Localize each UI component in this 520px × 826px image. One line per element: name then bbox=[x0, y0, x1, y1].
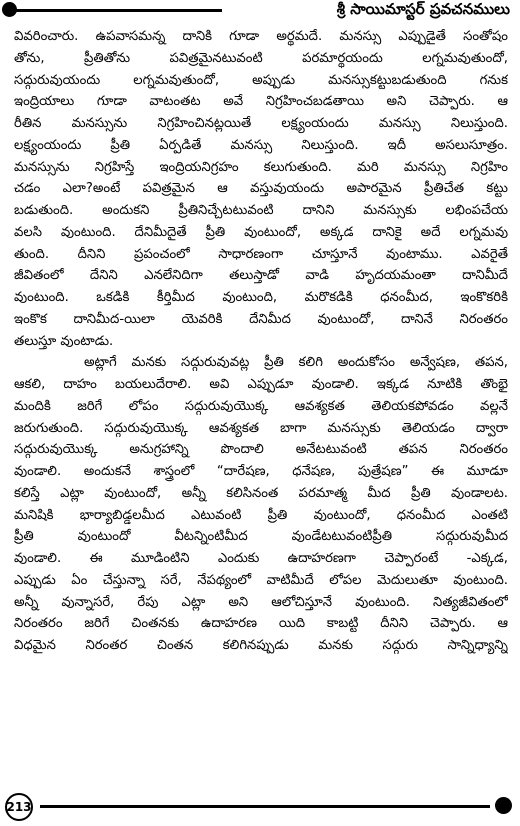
text-line: తలుస్తూ వుంటాడు. bbox=[14, 333, 114, 349]
text-line: జీవితంలో దేనిని ఎనలేనిదిగా తలుస్తాడో వాడి హృదయమంతా దానిమీదే bbox=[14, 268, 508, 284]
footer-rule bbox=[40, 805, 490, 808]
text-line: సద్గురువుయొక్క అనుగ్రహాన్ని పొందాలి అనేటటువంటి తపన నిరంతరం bbox=[14, 442, 508, 458]
text-line: మనిషికి భార్యాబిడ్డలమీద ఎటువంటి ప్రీతి వుంటుందో, ధనంమీద ఎంతటి bbox=[14, 507, 508, 523]
text-line: మనస్సును నిగ్రహిస్తే ఇంద్రియనిగ్రహం కలుగుతుంది. మరి మనస్సు నిగ్రహిం bbox=[14, 159, 508, 175]
text-line: అన్నీ వున్నాసరే, రేపు ఎట్లా అని ఆలోచిస్తూనే వుంటుంది. నిత్యజీవితంలో bbox=[14, 594, 508, 610]
text-line: ఇంకొక దానిమీద-యిలా యెవరికి దేనిమీద వుంటుందో, దానినే నిరంతరం bbox=[14, 311, 508, 327]
text-line: బడుతుంది. అందుకని ప్రీతినిచ్చేటటువంటి దానిని మనస్సుకు లభింపచేయ bbox=[14, 203, 508, 218]
text-line: జరుగుతుంది. సద్గురువుయొక్క ఆవశ్యకత బాగా మనస్సుకు తెలియడం ద్వారా bbox=[14, 420, 508, 436]
text-line: సద్గురువుయందు లగ్నమవుతుందో, అప్పుడు మనస్సుకట్టుబడుతుంది గనుక bbox=[14, 72, 508, 88]
text-line: విధమైన నిరంతర చింతన కలిగినప్పుడు మనకు సద్గురు సాన్నిధ్యాన్ని bbox=[14, 638, 508, 653]
footer-bullet-dot bbox=[495, 797, 512, 814]
text-line: తుంది. దీనిని ప్రపంచంలో సాధారణంగా చూస్తూనే వుంటాము. ఎవరైతే bbox=[14, 246, 508, 262]
text-line: ఎప్పుడు ఏం చేస్తున్నా సరే, నేపథ్యంలో వాటిమీదే లోపల మెదులుతూ వుంటుంది. bbox=[14, 572, 508, 588]
text-line: వలసి వుంటుంది. దేనిమీదైతే ప్రీతి వుంటుందో, అక్కడ దానికై అదే లగ్నమవు bbox=[14, 224, 508, 240]
paragraph-2 bbox=[14, 352, 508, 657]
text-line: లక్ష్యంయందు ప్రీతి ఏర్పడితే మనస్సు నిలుస్తుంది. ఇదీ అసలుసూత్రం. bbox=[14, 137, 508, 153]
text-line: ఆకలి, దాహం బయలుదేరాలి. అవి ఎప్పుడూ వుండాలి. ఇక్కడ నూటికి తొంభై bbox=[14, 377, 508, 392]
text-line: వుండాలి. అందుకనే శాస్త్రంలో “దారేషణ, ధనేషణ, పుత్రేషణ” ఈ మూడూ bbox=[14, 464, 508, 479]
text-line: ఇంద్రియాలు గూడా వాటంతట అవే నిగ్రహించబడతాయి అని చెప్పారు. ఆ bbox=[14, 94, 508, 110]
page-number: 213 bbox=[5, 793, 33, 821]
text-line: రీతిన మనస్సును నిగ్రహించినట్లయితే లక్ష్యంయందు మనస్సు నిలుస్తుంది. bbox=[14, 116, 508, 131]
paragraph-1 bbox=[14, 26, 508, 352]
text-line: మందికి జరిగే లోపం సద్గురువుయొక్క ఆవశ్యకత తెలియకపోవడం వల్లనే bbox=[14, 398, 508, 414]
text-line: చడం ఎలా?అంటే పవిత్రమైన ఆ వస్తువుయందు అపారమైన ప్రీతిచేత కట్టు bbox=[14, 181, 508, 197]
running-header-title: శ్రీ సాయిమాస్టర్ ప్రవచనములు bbox=[336, 0, 510, 18]
body-text bbox=[14, 26, 508, 657]
text-line: వివరించారు. ఉపవాసమన్న దానికి గూడా అర్థమదే. మనస్సు ఎప్పుడైతే సంతోషం bbox=[14, 29, 508, 44]
header-bullet-dot bbox=[2, 2, 17, 17]
text-line: వుండాలి. ఈ మూడింటిని ఎందుకు ఉదాహరణగా చెప్పారంటే -ఎక్కడ, bbox=[14, 551, 508, 566]
text-line: ప్రీతి వుంటుందో వీటన్నింటిమీద వుండేటటువంటిప్రీతి సద్గురువుమీద bbox=[14, 529, 508, 545]
header-rule bbox=[12, 9, 222, 12]
text-line: వుంటుంది. ఒకడికి కీర్తిమీద వుంటుంది, మరొకడికి ధనంమీద, ఇంకొకరికి bbox=[14, 290, 508, 305]
text-line: తోను, ప్రీతితోను పవిత్రమైనటువంటి పరమార్థయందు లగ్నమవుతుందో, bbox=[14, 50, 508, 66]
text-line: నిరంతరం జరిగే చింతనకు ఉదాహరణ యిది కాబట్టి దీనిని చెప్పారు. ఆ bbox=[14, 616, 508, 632]
text-line: అట్లాగే మనకు సద్గురువువట్ల ప్రీతి కలిగి అందుకోసం అన్వేషణ, తపన, bbox=[84, 355, 508, 371]
text-line: కలిస్తే ఎట్లా వుంటుందో, అన్నీ కలిసినంత పరమాత్మ మీద ప్రీతి వుండాలట. bbox=[14, 485, 508, 501]
